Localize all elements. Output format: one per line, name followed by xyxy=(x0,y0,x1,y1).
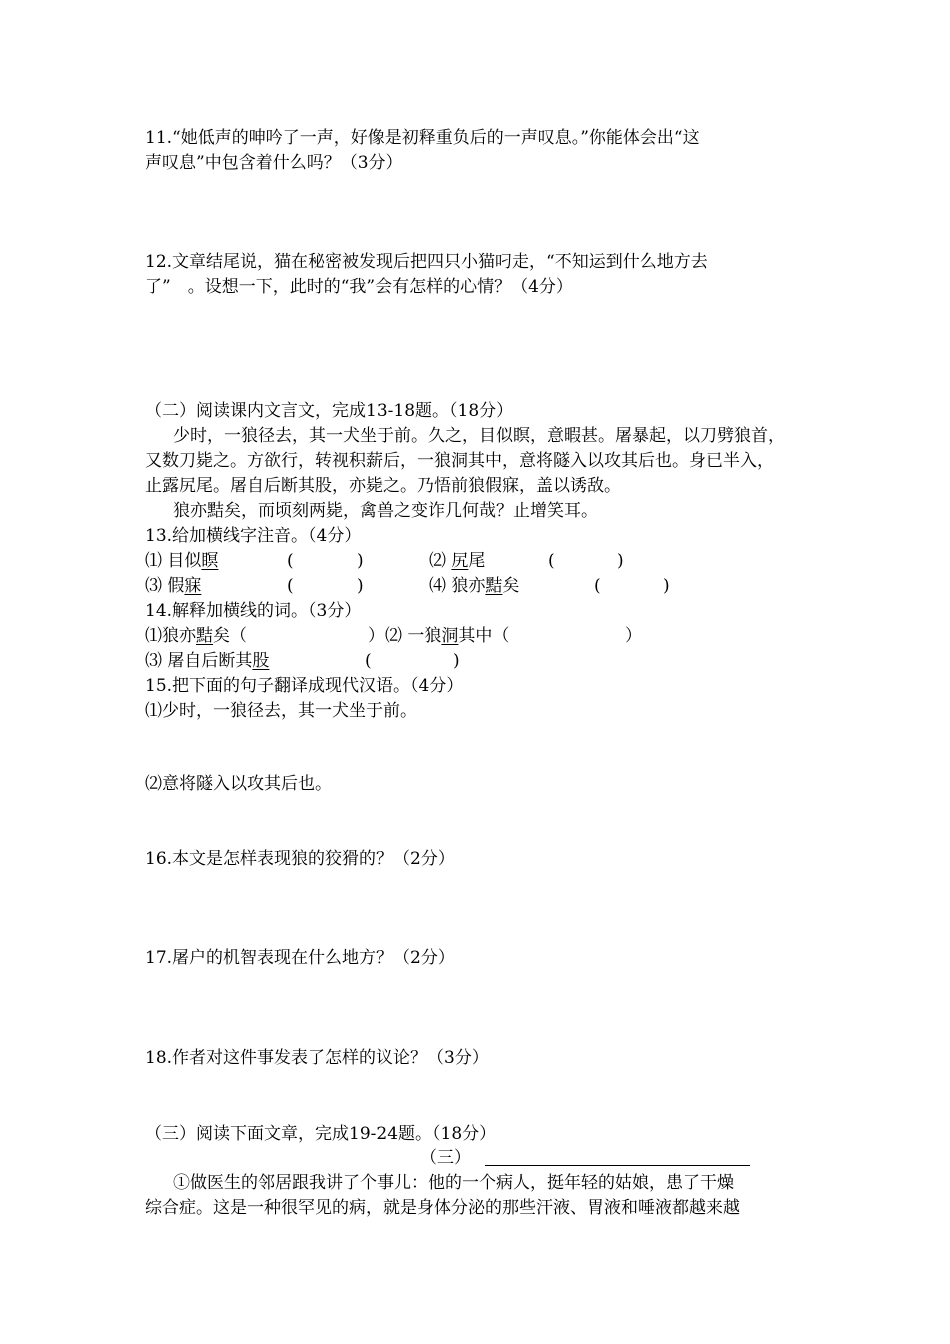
q11-line2: 声叹息”中包含着什么吗？（3分） xyxy=(145,153,403,173)
q13-item3: ⑶ 假寐 xyxy=(145,576,202,596)
q13-item2-paren-open: ( xyxy=(548,551,555,571)
q11-line1: 11.“她低声的呻吟了一声，好像是初释重负后的一声叹息。”你能体会出“这 xyxy=(145,128,700,148)
passage-line3: 止露尻尾。屠自后断其股，亦毙之。乃悟前狼假寐，盖以诱敌。 xyxy=(145,476,621,496)
q13-item4-paren-close: ) xyxy=(663,576,670,596)
q14-item2: ⑵ 一狼洞其中（ xyxy=(385,626,510,646)
q13-item4-paren-open: ( xyxy=(594,576,601,596)
title-blank-line xyxy=(485,1165,750,1166)
q13-item2: ⑵ 尻尾 xyxy=(429,551,486,571)
q13-item3-paren-close: ) xyxy=(357,576,364,596)
q14-item1-close: ） xyxy=(368,626,385,646)
section3-title: （三） xyxy=(420,1148,471,1168)
q12-line2: 了” 。设想一下，此时的“我”会有怎样的心情？（4分） xyxy=(145,277,573,297)
section3-heading: （三）阅读下面文章，完成19-24题。（18分） xyxy=(145,1124,497,1144)
passage-line2: 又数刀毙之。方欲行，转视积薪后，一狼洞其中，意将隧入以攻其后也。身已半入， xyxy=(145,451,774,471)
q17: 17.屠户的机智表现在什么地方？（2分） xyxy=(145,948,455,968)
q13-item2-paren-close: ) xyxy=(617,551,624,571)
q13-item3-paren-open: ( xyxy=(287,576,294,596)
q15-sentence1: ⑴少时，一狼径去，其一犬坐于前。 xyxy=(145,701,417,721)
q13-item1: ⑴ 目似瞑 xyxy=(145,551,219,571)
q13-item1-paren-open: ( xyxy=(287,551,294,571)
q12-line1: 12.文章结尾说，猫在秘密被发现后把四只小猫叼走，“不知运到什么地方去 xyxy=(145,252,708,272)
q14-item2-close: ） xyxy=(625,626,642,646)
q14-stem: 14.解释加横线的词。（3分） xyxy=(145,601,362,621)
q13-stem: 13.给加横线字注音。（4分） xyxy=(145,526,362,546)
q18: 18.作者对这件事发表了怎样的议论？（3分） xyxy=(145,1048,489,1068)
q15-stem: 15.把下面的句子翻译成现代汉语。（4分） xyxy=(145,676,464,696)
q14-item3-paren-open: ( xyxy=(365,651,372,671)
section2-heading: （二）阅读课内文言文，完成13-18题。（18分） xyxy=(145,401,514,421)
para1-line2: 综合症。这是一种很罕见的病，就是身体分泌的那些汗液、胃液和唾液都越来越 xyxy=(145,1198,740,1218)
q14-item1: ⑴狼亦黠矣（ xyxy=(145,626,247,646)
q16: 16.本文是怎样表现狼的狡猾的？（2分） xyxy=(145,849,455,869)
passage-line1: 少时，一狼径去，其一犬坐于前。久之，目似瞑，意暇甚。屠暴起，以刀劈狼首， xyxy=(173,426,785,446)
q13-item1-paren-close: ) xyxy=(357,551,364,571)
q13-item4: ⑷ 狼亦黠矣 xyxy=(429,576,520,596)
q14-item3-paren-close: ) xyxy=(453,651,460,671)
q15-sentence2: ⑵意将隧入以攻其后也。 xyxy=(145,774,332,794)
passage-line4: 狼亦黠矣，而顷刻两毙，禽兽之变诈几何哉？止增笑耳。 xyxy=(173,501,598,521)
q14-item3: ⑶ 屠自后断其股 xyxy=(145,651,270,671)
para1-line1: ①做医生的邻居跟我讲了个事儿：他的一个病人，挺年轻的姑娘，患了干燥 xyxy=(173,1173,734,1193)
